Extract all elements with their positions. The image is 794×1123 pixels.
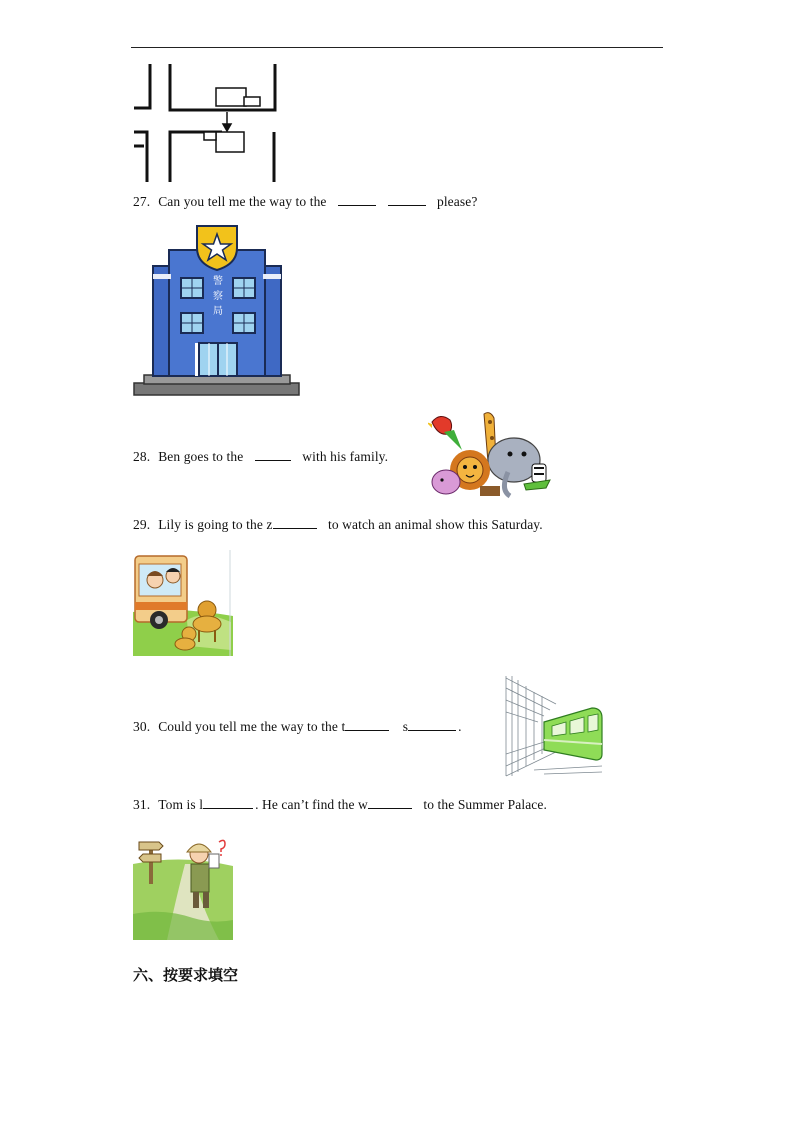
lost-boy-figure [133,824,233,940]
answer-blank[interactable] [408,718,456,731]
sign-char-1: 警 [213,276,223,287]
answer-blank[interactable] [345,718,389,731]
answer-blank[interactable] [273,516,317,529]
question-28: 28. Ben goes to the with his family. [133,449,389,464]
sign-char-2: 察 [213,291,223,302]
answer-blank[interactable] [368,796,412,809]
train-station-figure [504,674,604,778]
answer-blank[interactable] [203,796,253,809]
zoo-bus-figure [133,550,233,656]
answer-blank[interactable] [338,193,376,206]
question-31: 31. Tom is l . He can’t find the w to the Summer Palace. [133,797,547,812]
answer-blank[interactable] [255,448,291,461]
question-27: 27. Can you tell me the way to the please? [133,194,478,209]
section-heading: 六、按要求填空 [133,966,239,984]
header-rule [131,47,663,48]
police-station-figure [133,222,301,398]
answer-blank[interactable] [388,193,426,206]
question-30: 30. Could you tell me the way to the t s . [133,719,462,734]
street-map-figure [132,60,282,184]
zoo-animals-figure [428,410,552,502]
sign-char-3: 局 [213,306,223,317]
question-29: 29. Lily is going to the z to watch an animal show this Saturday. [133,517,543,532]
